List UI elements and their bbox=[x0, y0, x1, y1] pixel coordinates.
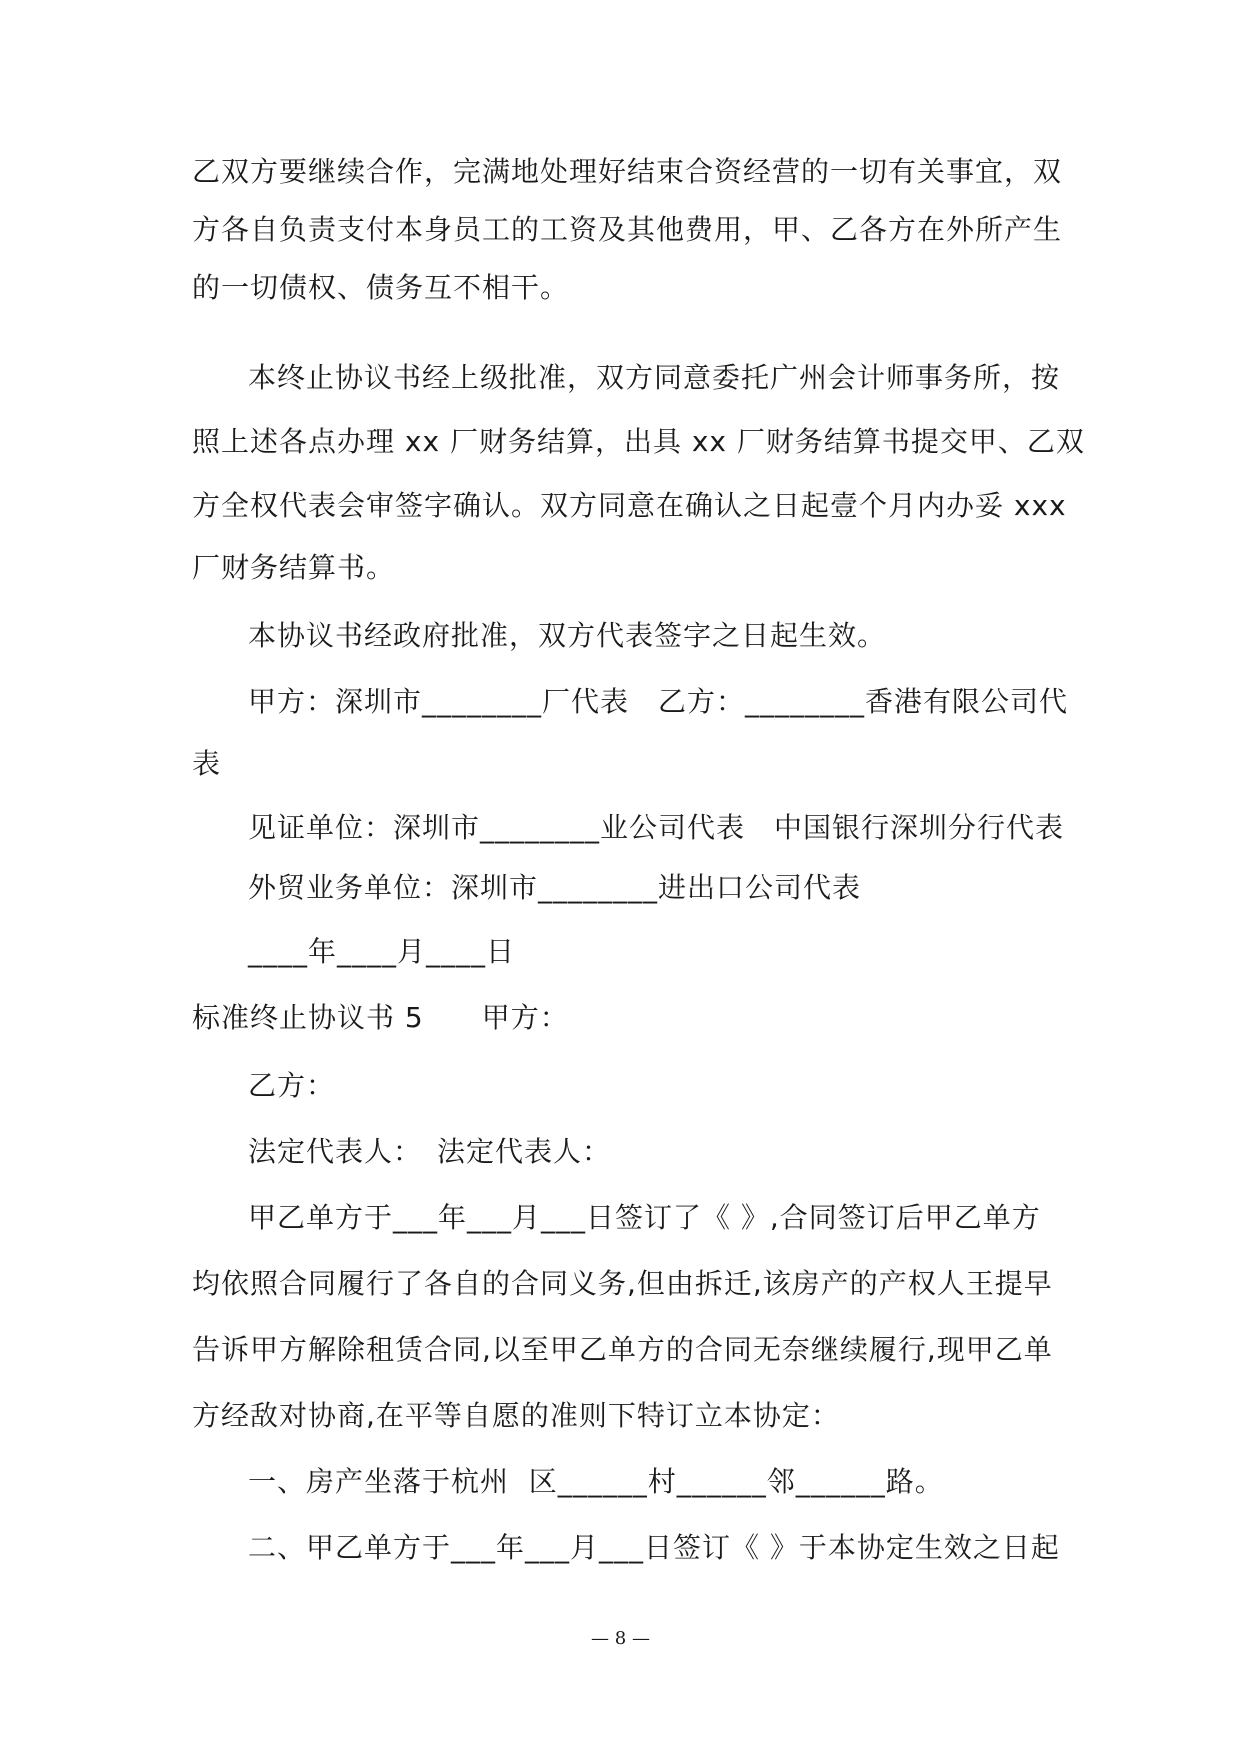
paragraph-line: 乙双方要继续合作，完满地处理好结束合资经营的一切有关事宜，双 bbox=[192, 155, 1063, 188]
paragraph-line: 厂财务结算书。 bbox=[192, 551, 396, 584]
clause-line: 二、甲乙单方于___年___月___日签订《 》于本协定生效之日起 bbox=[248, 1531, 1060, 1564]
section-title: 标准终止协议书 5 甲方： bbox=[192, 1001, 569, 1034]
paragraph-line: 的一切债权、债务互不相干。 bbox=[192, 271, 570, 304]
paragraph-line: 本终止协议书经上级批准，双方同意委托广州会计师事务所，按 bbox=[248, 361, 1061, 394]
signature-line: 表 bbox=[192, 747, 222, 780]
party-line: 乙方： bbox=[248, 1069, 336, 1102]
date-line: ____年____月____日 bbox=[248, 935, 516, 968]
paragraph-line: 均依照合同履行了各自的合同义务,但由拆迁,该房产的产权人王提早 bbox=[192, 1267, 1053, 1300]
signature-line: 甲方：深圳市________厂代表 乙方：________香港有限公司代 bbox=[248, 685, 1069, 718]
paragraph-line: 方全权代表会审签字确认。双方同意在确认之日起壹个月内办妥 xxx bbox=[192, 489, 1067, 522]
page-number: — 8 — bbox=[591, 1628, 650, 1649]
paragraph-line: 方经敌对协商,在平等自愿的准则下特订立本协定： bbox=[192, 1399, 840, 1432]
paragraph-line: 本协议书经政府批准，双方代表签字之日起生效。 bbox=[248, 619, 887, 652]
signature-line: 外贸业务单位：深圳市________进出口公司代表 bbox=[248, 871, 862, 904]
party-line: 法定代表人： 法定代表人： bbox=[248, 1135, 612, 1168]
paragraph-line: 方各自负责支付本身员工的工资及其他费用，甲、乙各方在外所产生 bbox=[192, 213, 1063, 246]
clause-line: 一、房产坐落于杭州 区______村______邻______路。 bbox=[248, 1465, 944, 1498]
signature-line: 见证单位：深圳市________业公司代表 中国银行深圳分行代表 bbox=[248, 811, 1065, 844]
paragraph-line: 甲乙单方于___年___月___日签订了《 》,合同签订后甲乙单方 bbox=[248, 1201, 1041, 1234]
paragraph-line: 照上述各点办理 xx 厂财务结算，出具 xx 厂财务结算书提交甲、乙双 bbox=[192, 425, 1085, 458]
paragraph-line: 告诉甲方解除租赁合同,以至甲乙单方的合同无奈继续履行,现甲乙单 bbox=[192, 1333, 1053, 1366]
